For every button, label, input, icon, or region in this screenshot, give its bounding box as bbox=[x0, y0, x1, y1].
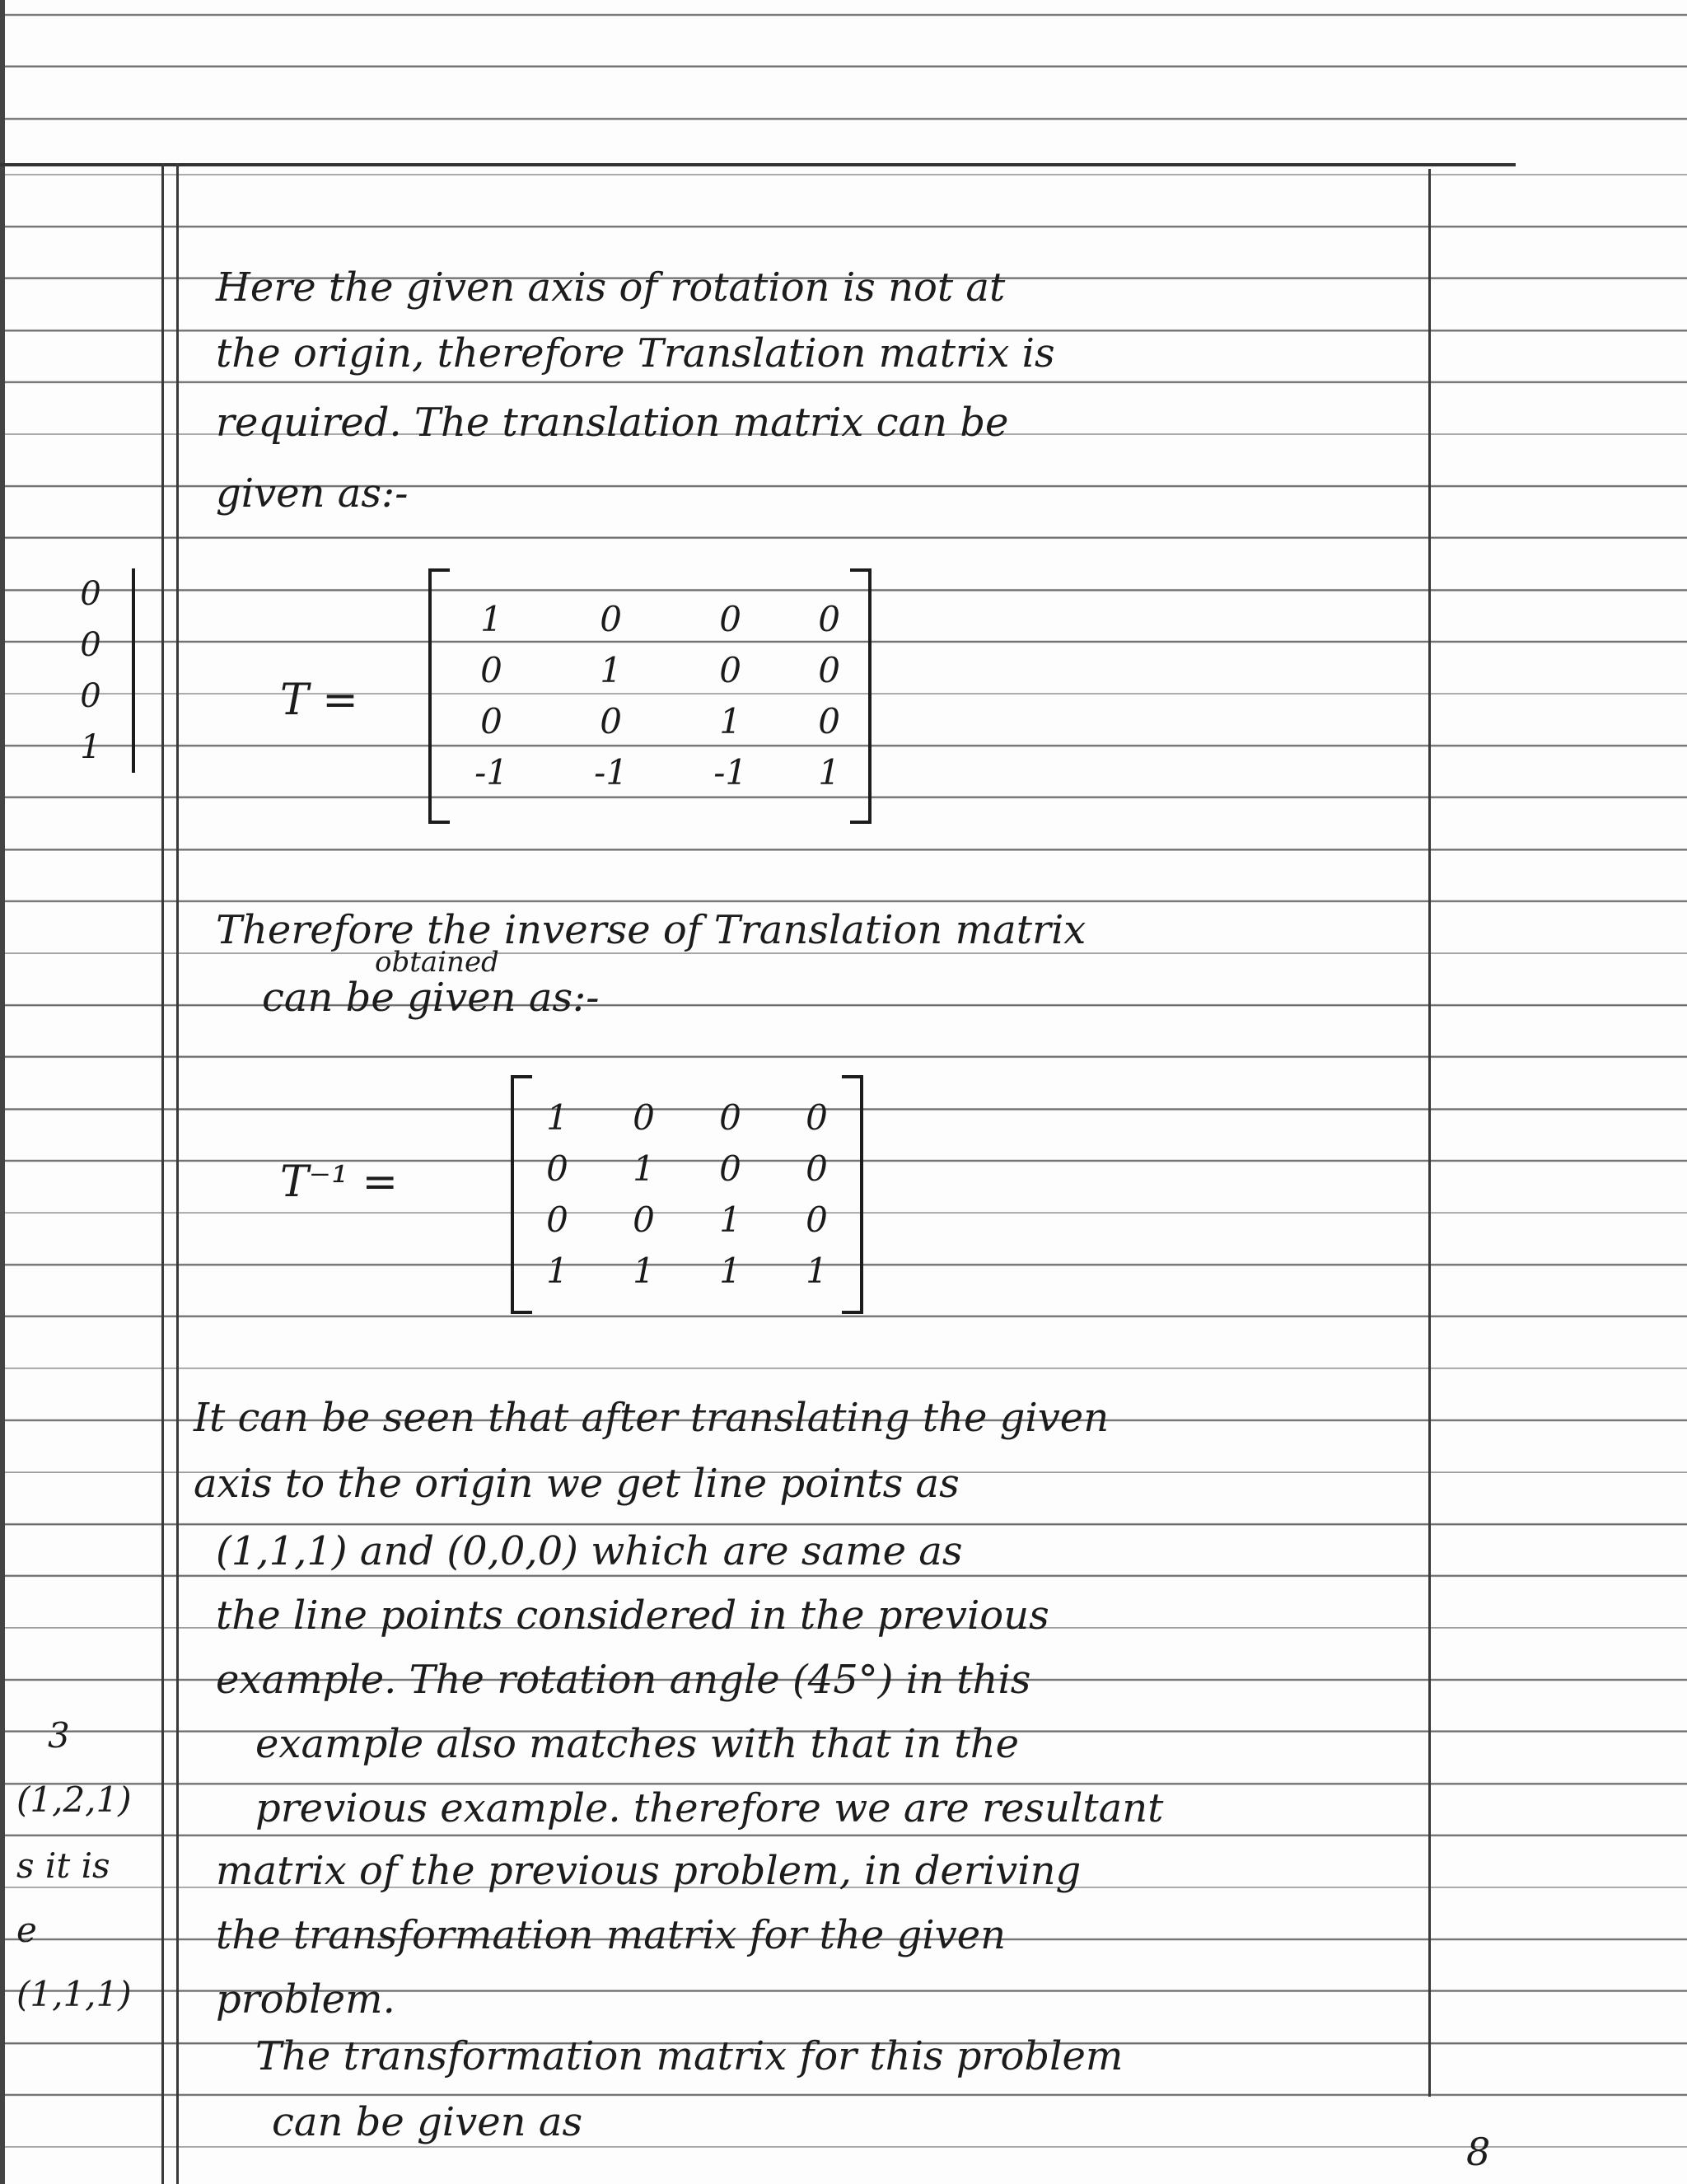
page-number: 8 bbox=[1466, 2130, 1491, 2174]
matrix-t-inverse-row bbox=[514, 1092, 860, 1143]
matrix-cell: 0 bbox=[719, 649, 742, 690]
matrix-cell: -1 bbox=[594, 751, 629, 793]
page-edge bbox=[0, 0, 5, 2184]
left-margin-note: e bbox=[16, 1910, 37, 1950]
matrix-cell: 0 bbox=[600, 598, 622, 639]
left-margin-note: (1,1,1) bbox=[16, 1974, 132, 2014]
matrix-t-inverse-row bbox=[514, 1245, 860, 1296]
margin-matrix-cell: 0 bbox=[80, 677, 101, 715]
matrix-cell: 0 bbox=[818, 649, 840, 690]
matrix-cell: 1 bbox=[633, 1250, 655, 1291]
paragraph-3-line-9: the transformation matrix for the given bbox=[216, 1912, 1007, 1958]
matrix-t bbox=[428, 568, 872, 824]
matrix-cell: 0 bbox=[719, 1148, 741, 1189]
matrix-cell: -1 bbox=[713, 751, 748, 793]
matrix-t-inverse bbox=[511, 1075, 863, 1314]
left-margin-line-inner bbox=[176, 163, 179, 2184]
matrix-cell: 0 bbox=[719, 1097, 741, 1138]
margin-matrix-cell: 0 bbox=[80, 626, 101, 664]
matrix-t-row bbox=[432, 593, 868, 644]
matrix-cell: 0 bbox=[546, 1148, 568, 1189]
left-margin-note: s it is bbox=[16, 1845, 110, 1886]
paragraph-2-line-2: can be given as:- bbox=[262, 975, 600, 1021]
matrix-t-row bbox=[432, 695, 868, 746]
paragraph-3-line-11: The transformation matrix for this problem bbox=[255, 2033, 1124, 2079]
matrix-cell: 1 bbox=[546, 1097, 568, 1138]
paragraph-2-line-1: Therefore the inverse of Translation matrix bbox=[216, 907, 1087, 953]
matrix-cell: 0 bbox=[600, 700, 622, 741]
matrix-t-inverse-label: T⁻¹ = bbox=[280, 1157, 399, 1207]
matrix-cell: 0 bbox=[818, 598, 840, 639]
left-margin-note: (1,2,1) bbox=[16, 1779, 132, 1820]
matrix-cell: 1 bbox=[480, 598, 502, 639]
right-margin-line bbox=[1428, 169, 1431, 2097]
matrix-cell: 1 bbox=[546, 1250, 568, 1291]
matrix-t-table bbox=[432, 593, 868, 797]
paragraph-3-line-7: previous example. therefore we are resultant bbox=[255, 1785, 1164, 1831]
left-margin-note: 3 bbox=[48, 1715, 70, 1756]
paragraph-3-line-1: It can be seen that after translating the given bbox=[194, 1395, 1110, 1441]
matrix-cell: 0 bbox=[633, 1097, 655, 1138]
matrix-cell: -1 bbox=[474, 751, 508, 793]
margin-matrix-cell: 1 bbox=[80, 728, 101, 766]
margin-matrix-cell: 0 bbox=[80, 575, 101, 613]
matrix-cell: 0 bbox=[480, 649, 502, 690]
matrix-cell: 1 bbox=[633, 1148, 655, 1189]
paragraph-3-line-8: matrix of the previous problem, in deriving bbox=[216, 1848, 1082, 1894]
paragraph-3-line-6: example also matches with that in the bbox=[255, 1721, 1020, 1767]
paragraph-1-line-1: Here the given axis of rotation is not at bbox=[216, 264, 1006, 311]
paragraph-3-line-3: (1,1,1) and (0,0,0) which are same as bbox=[216, 1528, 963, 1574]
matrix-cell: 1 bbox=[818, 751, 840, 793]
matrix-cell: 0 bbox=[806, 1148, 828, 1189]
matrix-cell: 1 bbox=[806, 1250, 828, 1291]
paragraph-1-line-3: required. The translation matrix can be bbox=[216, 400, 1009, 446]
paragraph-1-line-2: the origin, therefore Translation matrix is bbox=[216, 330, 1055, 376]
matrix-cell: 1 bbox=[600, 649, 622, 690]
matrix-t-inverse-table bbox=[514, 1092, 860, 1296]
matrix-t-row bbox=[432, 644, 868, 695]
matrix-t-row bbox=[432, 746, 868, 797]
matrix-cell: 0 bbox=[818, 700, 840, 741]
top-rule-line bbox=[0, 163, 1516, 166]
paragraph-3-line-10: problem. bbox=[216, 1976, 395, 2023]
paragraph-3-line-12: can be given as bbox=[272, 2099, 583, 2145]
matrix-cell: 0 bbox=[719, 598, 742, 639]
matrix-cell: 0 bbox=[806, 1097, 828, 1138]
paragraph-3-line-2: axis to the origin we get line points as bbox=[194, 1461, 960, 1507]
matrix-cell: 0 bbox=[633, 1199, 655, 1240]
matrix-cell: 1 bbox=[719, 700, 742, 741]
paragraph-1-line-4: given as:- bbox=[216, 470, 409, 517]
matrix-cell: 0 bbox=[480, 700, 502, 741]
matrix-t-inverse-row bbox=[514, 1194, 860, 1245]
matrix-t-inverse-row bbox=[514, 1143, 860, 1194]
matrix-cell: 1 bbox=[719, 1199, 741, 1240]
matrix-cell: 1 bbox=[719, 1250, 741, 1291]
paragraph-3-line-4: the line points considered in the previous bbox=[216, 1592, 1049, 1639]
matrix-t-label: T = bbox=[280, 676, 358, 725]
paragraph-3-line-5: example. The rotation angle (45°) in this bbox=[216, 1657, 1031, 1703]
matrix-cell: 0 bbox=[546, 1199, 568, 1240]
correction-note: obtained bbox=[375, 946, 499, 979]
left-margin-line bbox=[161, 163, 164, 2184]
left-margin-matrix-column bbox=[49, 568, 135, 773]
matrix-cell: 0 bbox=[806, 1199, 828, 1240]
